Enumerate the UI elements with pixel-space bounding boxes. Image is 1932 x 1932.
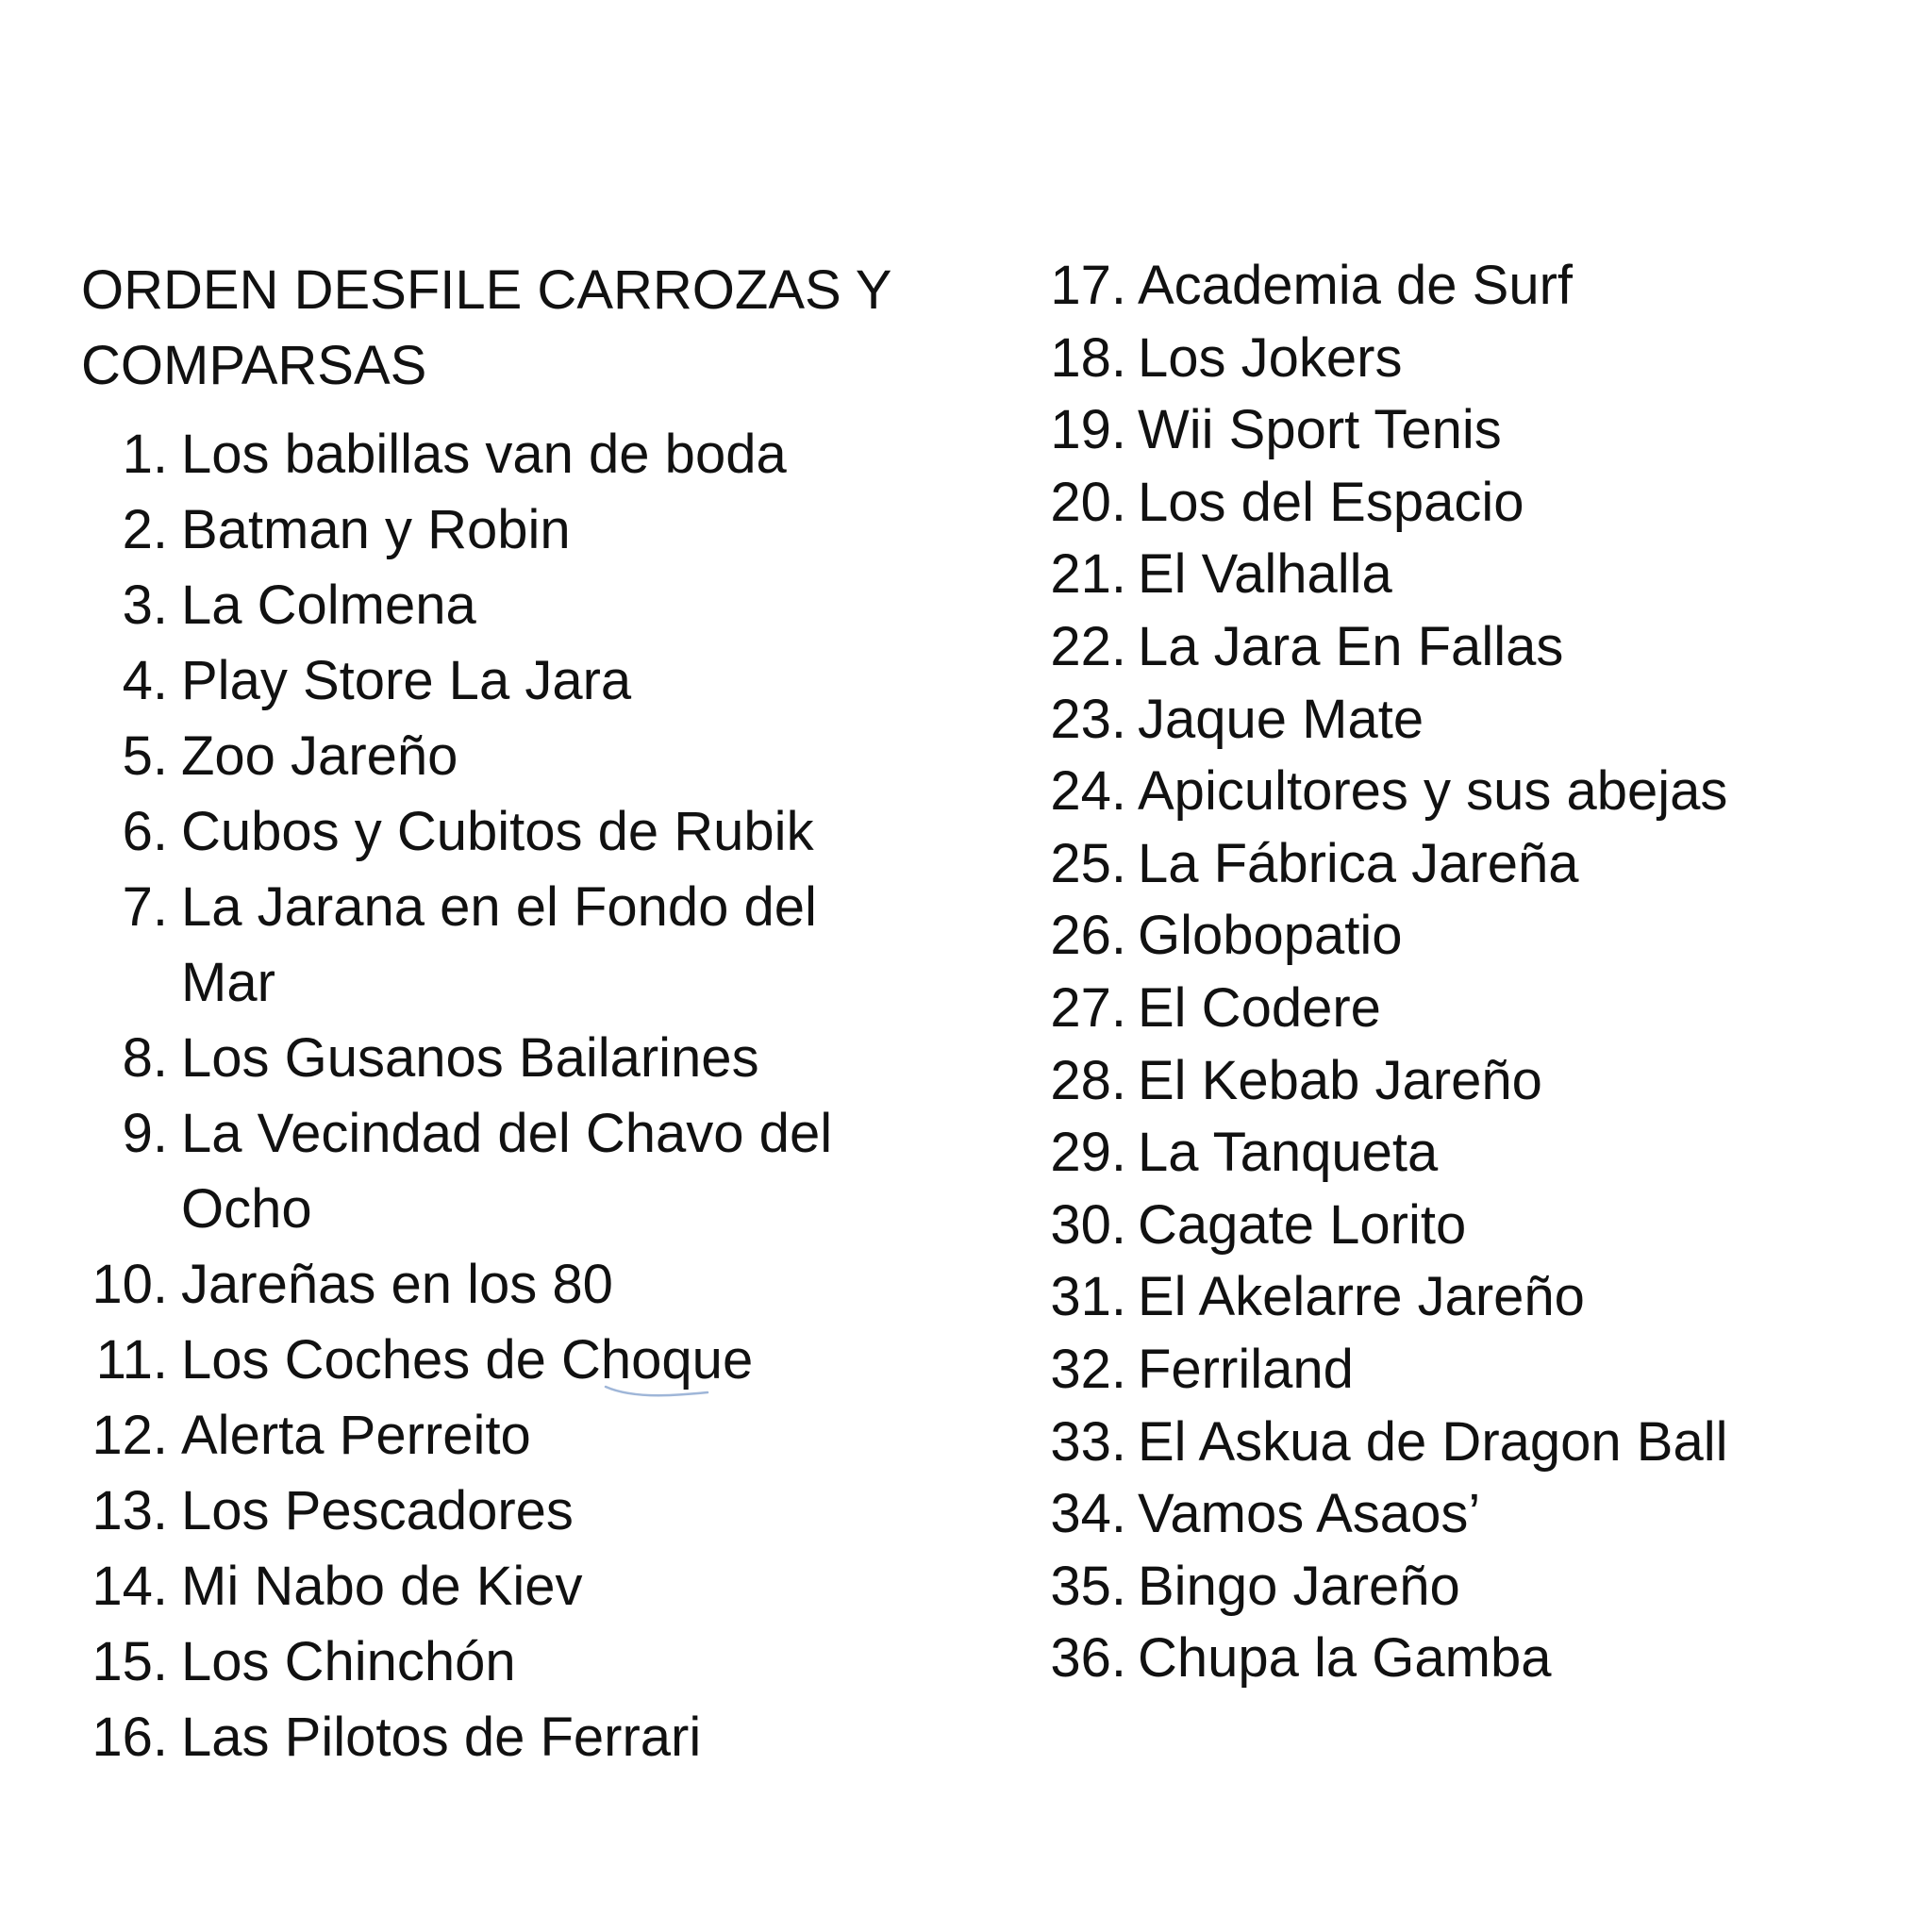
item-label: Jaque Mate [1138, 688, 1424, 750]
item-label: La Jarana en el Fondo del Mar [181, 876, 817, 1013]
item-label: Los Coches de Choque [181, 1329, 754, 1391]
item-label: Zoo Jareño [181, 725, 458, 787]
list-item [1041, 1623, 1890, 1695]
item-number: 32. [1050, 1338, 1126, 1400]
item-number: 12. [92, 1405, 168, 1466]
item-number: 23. [1050, 688, 1126, 750]
list-item [1041, 900, 1890, 973]
item-number: 25. [1050, 832, 1126, 894]
list-item [1041, 1334, 1890, 1407]
item-number: 13. [92, 1480, 168, 1541]
list-item [1041, 250, 1890, 323]
list-item [1041, 1551, 1890, 1624]
item-label: Vamos Asaos’ [1138, 1483, 1481, 1545]
list-item [1041, 1478, 1890, 1551]
item-number: 10. [92, 1254, 168, 1315]
list-item [1041, 973, 1890, 1045]
item-label: Los del Espacio [1138, 471, 1524, 533]
item-number: 11. [95, 1329, 168, 1391]
item-number: 30. [1050, 1193, 1126, 1256]
item-number: 35. [1050, 1555, 1126, 1617]
list-item [81, 719, 1024, 794]
item-number: 4. [122, 650, 168, 711]
item-number: 36. [1050, 1627, 1126, 1690]
item-label: Academia de Surf [1138, 255, 1574, 316]
list-item [1041, 611, 1890, 684]
item-number: 17. [1050, 255, 1126, 316]
item-number: 2. [122, 499, 168, 560]
item-label: La Jara En Fallas [1138, 615, 1564, 677]
item-label: Globopatio [1138, 905, 1403, 967]
item-label: Las Pilotos de Ferrari [181, 1707, 702, 1768]
item-label: El Valhalla [1138, 543, 1392, 606]
parade-order-list-right [1041, 250, 1890, 1695]
list-item [81, 417, 1024, 492]
item-label: Play Store La Jara [181, 650, 632, 711]
item-label: Bingo Jareño [1138, 1555, 1460, 1617]
item-label: Los Pescadores [181, 1480, 574, 1541]
item-label: Batman y Robin [181, 499, 571, 560]
item-number: 5. [122, 725, 168, 787]
item-number: 29. [1050, 1122, 1126, 1184]
list-item [81, 794, 1024, 870]
parade-order-list-left [81, 417, 1024, 1775]
item-number: 1. [122, 424, 168, 485]
list-item [81, 1474, 1024, 1549]
item-label: El Akelarre Jareño [1138, 1266, 1585, 1328]
list-item [81, 1398, 1024, 1474]
item-label: La Colmena [181, 575, 476, 636]
list-item [1041, 756, 1890, 828]
item-label: Apicultores y sus abejas [1138, 760, 1728, 823]
item-number: 20. [1050, 471, 1126, 533]
pen-stroke-mark [604, 1381, 709, 1400]
list-item [81, 870, 1024, 1021]
item-label: Los babillas van de boda [181, 424, 787, 485]
list-item [1041, 1045, 1890, 1118]
item-label: El Kebab Jareño [1138, 1049, 1542, 1111]
item-label: Ferriland [1138, 1338, 1354, 1400]
item-label: Mi Nabo de Kiev [181, 1556, 583, 1617]
item-number: 16. [92, 1707, 168, 1768]
item-label: La Vecindad del Chavo del Ocho [181, 1103, 833, 1240]
list-item [1041, 1117, 1890, 1190]
list-item [1041, 323, 1890, 395]
list-item [81, 1323, 1024, 1398]
item-number: 21. [1050, 543, 1126, 606]
list-item [1041, 1407, 1890, 1479]
item-number: 9. [122, 1103, 168, 1164]
item-label: Cubos y Cubitos de Rubik [181, 801, 814, 862]
item-label: Los Jokers [1138, 326, 1403, 389]
item-number: 7. [122, 876, 168, 938]
document-title: ORDEN DESFILE CARROZAS Y COMPARSAS [81, 259, 891, 396]
item-label: Los Gusanos Bailarines [181, 1027, 759, 1089]
item-label: La Fábrica Jareña [1138, 832, 1579, 894]
list-item [81, 643, 1024, 719]
item-number: 28. [1050, 1049, 1126, 1111]
item-number: 19. [1050, 399, 1126, 461]
list-item [1041, 828, 1890, 901]
item-number: 6. [122, 801, 168, 862]
list-item [81, 1549, 1024, 1624]
item-number: 15. [92, 1631, 168, 1692]
item-number: 33. [1050, 1410, 1126, 1473]
item-label: Los Chinchón [181, 1631, 516, 1692]
item-label: El Askua de Dragon Ball [1138, 1410, 1728, 1473]
list-item [1041, 1190, 1890, 1262]
item-label: Alerta Perreito [181, 1405, 531, 1466]
item-number: 24. [1050, 760, 1126, 823]
item-label: El Codere [1138, 976, 1381, 1039]
list-item [81, 1624, 1024, 1700]
item-number: 31. [1050, 1266, 1126, 1328]
item-label: La Tanqueta [1138, 1122, 1439, 1184]
item-number: 26. [1050, 905, 1126, 967]
item-label: Cagate Lorito [1138, 1193, 1467, 1256]
item-number: 34. [1050, 1483, 1126, 1545]
item-number: 18. [1050, 326, 1126, 389]
list-item [81, 1096, 1024, 1247]
list-item [1041, 539, 1890, 611]
item-number: 14. [92, 1556, 168, 1617]
item-number: 8. [122, 1027, 168, 1089]
item-number: 22. [1050, 615, 1126, 677]
list-item [1041, 684, 1890, 757]
list-item [81, 1247, 1024, 1323]
list-item [1041, 1261, 1890, 1334]
list-item [81, 1021, 1024, 1096]
item-label: Chupa la Gamba [1138, 1627, 1552, 1690]
item-number: 27. [1050, 976, 1126, 1039]
list-item [81, 568, 1024, 643]
item-label: Wii Sport Tenis [1138, 399, 1502, 461]
list-item [1041, 394, 1890, 467]
list-item [81, 1700, 1024, 1775]
list-item [81, 492, 1024, 568]
list-item [1041, 467, 1890, 540]
item-number: 3. [122, 575, 168, 636]
item-label: Jareñas en los 80 [181, 1254, 613, 1315]
